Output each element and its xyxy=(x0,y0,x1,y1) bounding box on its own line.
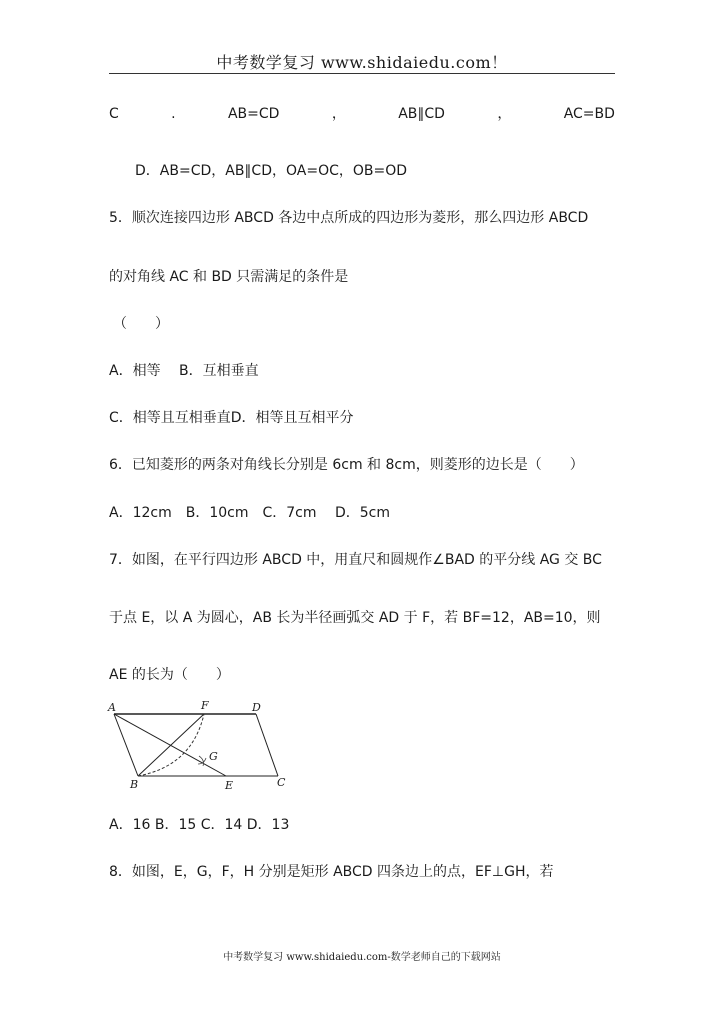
q4-option-d: D．AB=CD，AB∥CD，OA=OC，OB=OD xyxy=(135,163,408,179)
q4-c-part2: AB∥CD xyxy=(398,106,445,122)
page-footer: 中考数学复习 www.shidaiedu.com-数学老师自己的下载网站 xyxy=(223,952,501,963)
q4-c-comma1: ， xyxy=(331,106,346,122)
q5-answer-paren: （ ） xyxy=(113,316,169,332)
header-rule xyxy=(109,73,615,74)
q6-question: 6．已知菱形的两条对角线长分别是 6cm 和 8cm，则菱形的边长是（ ） xyxy=(109,457,584,473)
q5-line2: 的对角线 AC 和 BD 只需满足的条件是 xyxy=(109,269,349,285)
label-g: G xyxy=(209,750,218,763)
page-header: 中考数学复习 www.shidaiedu.com！ xyxy=(216,53,508,72)
q7-line2: 于点 E，以 A 为圆心，AB 长为半径画弧交 AD 于 F，若 BF=12，AB=10，则 xyxy=(109,610,601,626)
q4-option-c-row xyxy=(109,104,615,124)
label-f: F xyxy=(201,699,209,712)
q7-options: A．16 B．15 C．14 D．13 xyxy=(109,817,290,833)
q6-options: A．12cm B．10cm C．7cm D．5cm xyxy=(109,505,390,521)
q7-line3: AE 的长为（ ） xyxy=(109,667,230,683)
q5-line1: 5．顺次连接四边形 ABCD 各边中点所成的四边形为菱形，那么四边形 ABCD xyxy=(109,210,589,226)
q8-line1: 8．如图，E，G，F，H 分别是矩形 ABCD 四条边上的点，EF⊥GH，若 xyxy=(109,864,554,880)
label-d: D xyxy=(252,701,261,714)
q5-options-cd: C．相等且互相垂直D．相等且互相平分 xyxy=(109,410,354,426)
parallelogram-figure xyxy=(106,698,296,794)
q4-c-part1: AB=CD xyxy=(227,106,280,122)
label-a: A xyxy=(108,701,116,714)
label-b: B xyxy=(130,778,139,791)
q4-c-letter: C xyxy=(109,106,119,122)
q4-c-comma2: ， xyxy=(497,106,512,122)
q5-options-ab: A．相等 B．互相垂直 xyxy=(109,363,259,379)
q7-line1: 7．如图，在平行四边形 ABCD 中，用直尺和圆规作∠BAD 的平分线 AG 交 BC xyxy=(109,552,602,568)
label-c: C xyxy=(277,776,286,789)
label-e: E xyxy=(225,779,234,792)
q4-c-dot: . xyxy=(171,106,176,122)
q4-c-part3: AC=BD xyxy=(563,106,615,122)
